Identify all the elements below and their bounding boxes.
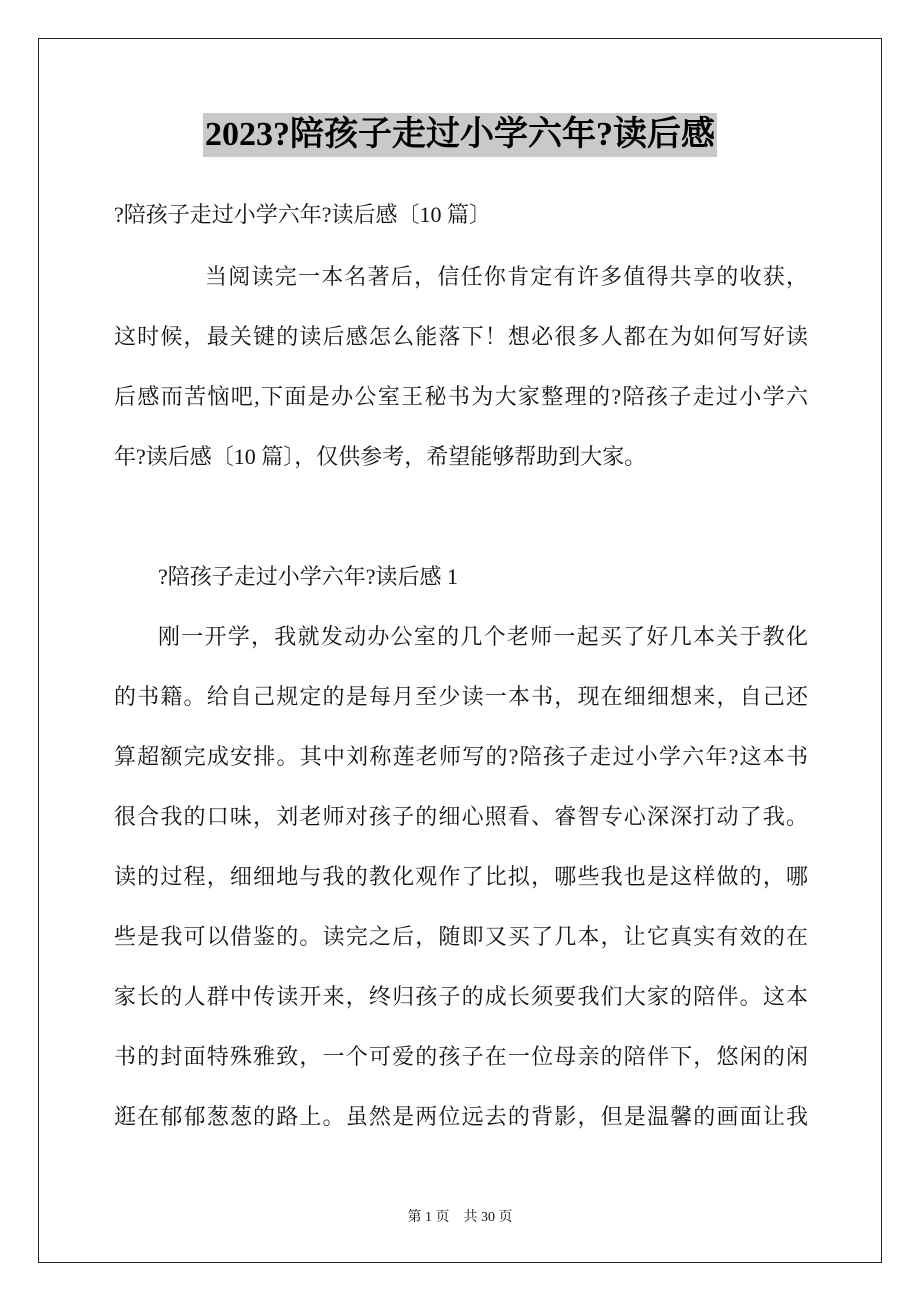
section-heading: ?陪孩子走过小学六年?读后感 1: [158, 564, 459, 589]
body-line: 逛在郁郁葱葱的路上。虽然是两位远去的背影，但是温馨的画面让我: [114, 1104, 808, 1129]
document-title-wrap: [0, 113, 920, 157]
page-footer: 第 1 页 共 30 页: [407, 1210, 513, 1225]
body-line: 的书籍。给自己规定的是每月至少读一本书，现在细细想来，自己还: [114, 684, 808, 709]
document-title: 2023?陪孩子走过小学六年?读后感: [203, 113, 717, 157]
intro-line: 后感而苦恼吧,下面是办公室王秘书为大家整理的?陪孩子走过小学六: [114, 384, 808, 409]
intro-line: 这时候，最关键的读后感怎么能落下！想必很多人都在为如何写好读: [114, 324, 808, 349]
intro-line: 当阅读完一本名著后，信任你肯定有许多值得共享的收获，: [205, 264, 808, 289]
body-line: 算超额完成安排。其中刘称莲老师写的?陪孩子走过小学六年?这本书: [114, 744, 808, 769]
body-line: 读的过程，细细地与我的教化观作了比拟，哪些我也是这样做的，哪: [114, 864, 808, 889]
body-line: 刚一开学，我就发动办公室的几个老师一起买了好几本关于教化: [158, 624, 808, 649]
document-subtitle: ?陪孩子走过小学六年?读后感〔10 篇〕: [114, 202, 492, 227]
body-line: 家长的人群中传读开来，终归孩子的成长须要我们大家的陪伴。这本: [114, 984, 808, 1009]
body-line: 些是我可以借鉴的。读完之后，随即又买了几本，让它真实有效的在: [114, 924, 808, 949]
body-line: 书的封面特殊雅致，一个可爱的孩子在一位母亲的陪伴下，悠闲的闲: [114, 1044, 808, 1069]
intro-line: 年?读后感〔10 篇〕，仅供参考，希望能够帮助到大家。: [114, 444, 647, 469]
body-line: 很合我的口味，刘老师对孩子的细心照看、睿智专心深深打动了我。: [114, 804, 808, 829]
